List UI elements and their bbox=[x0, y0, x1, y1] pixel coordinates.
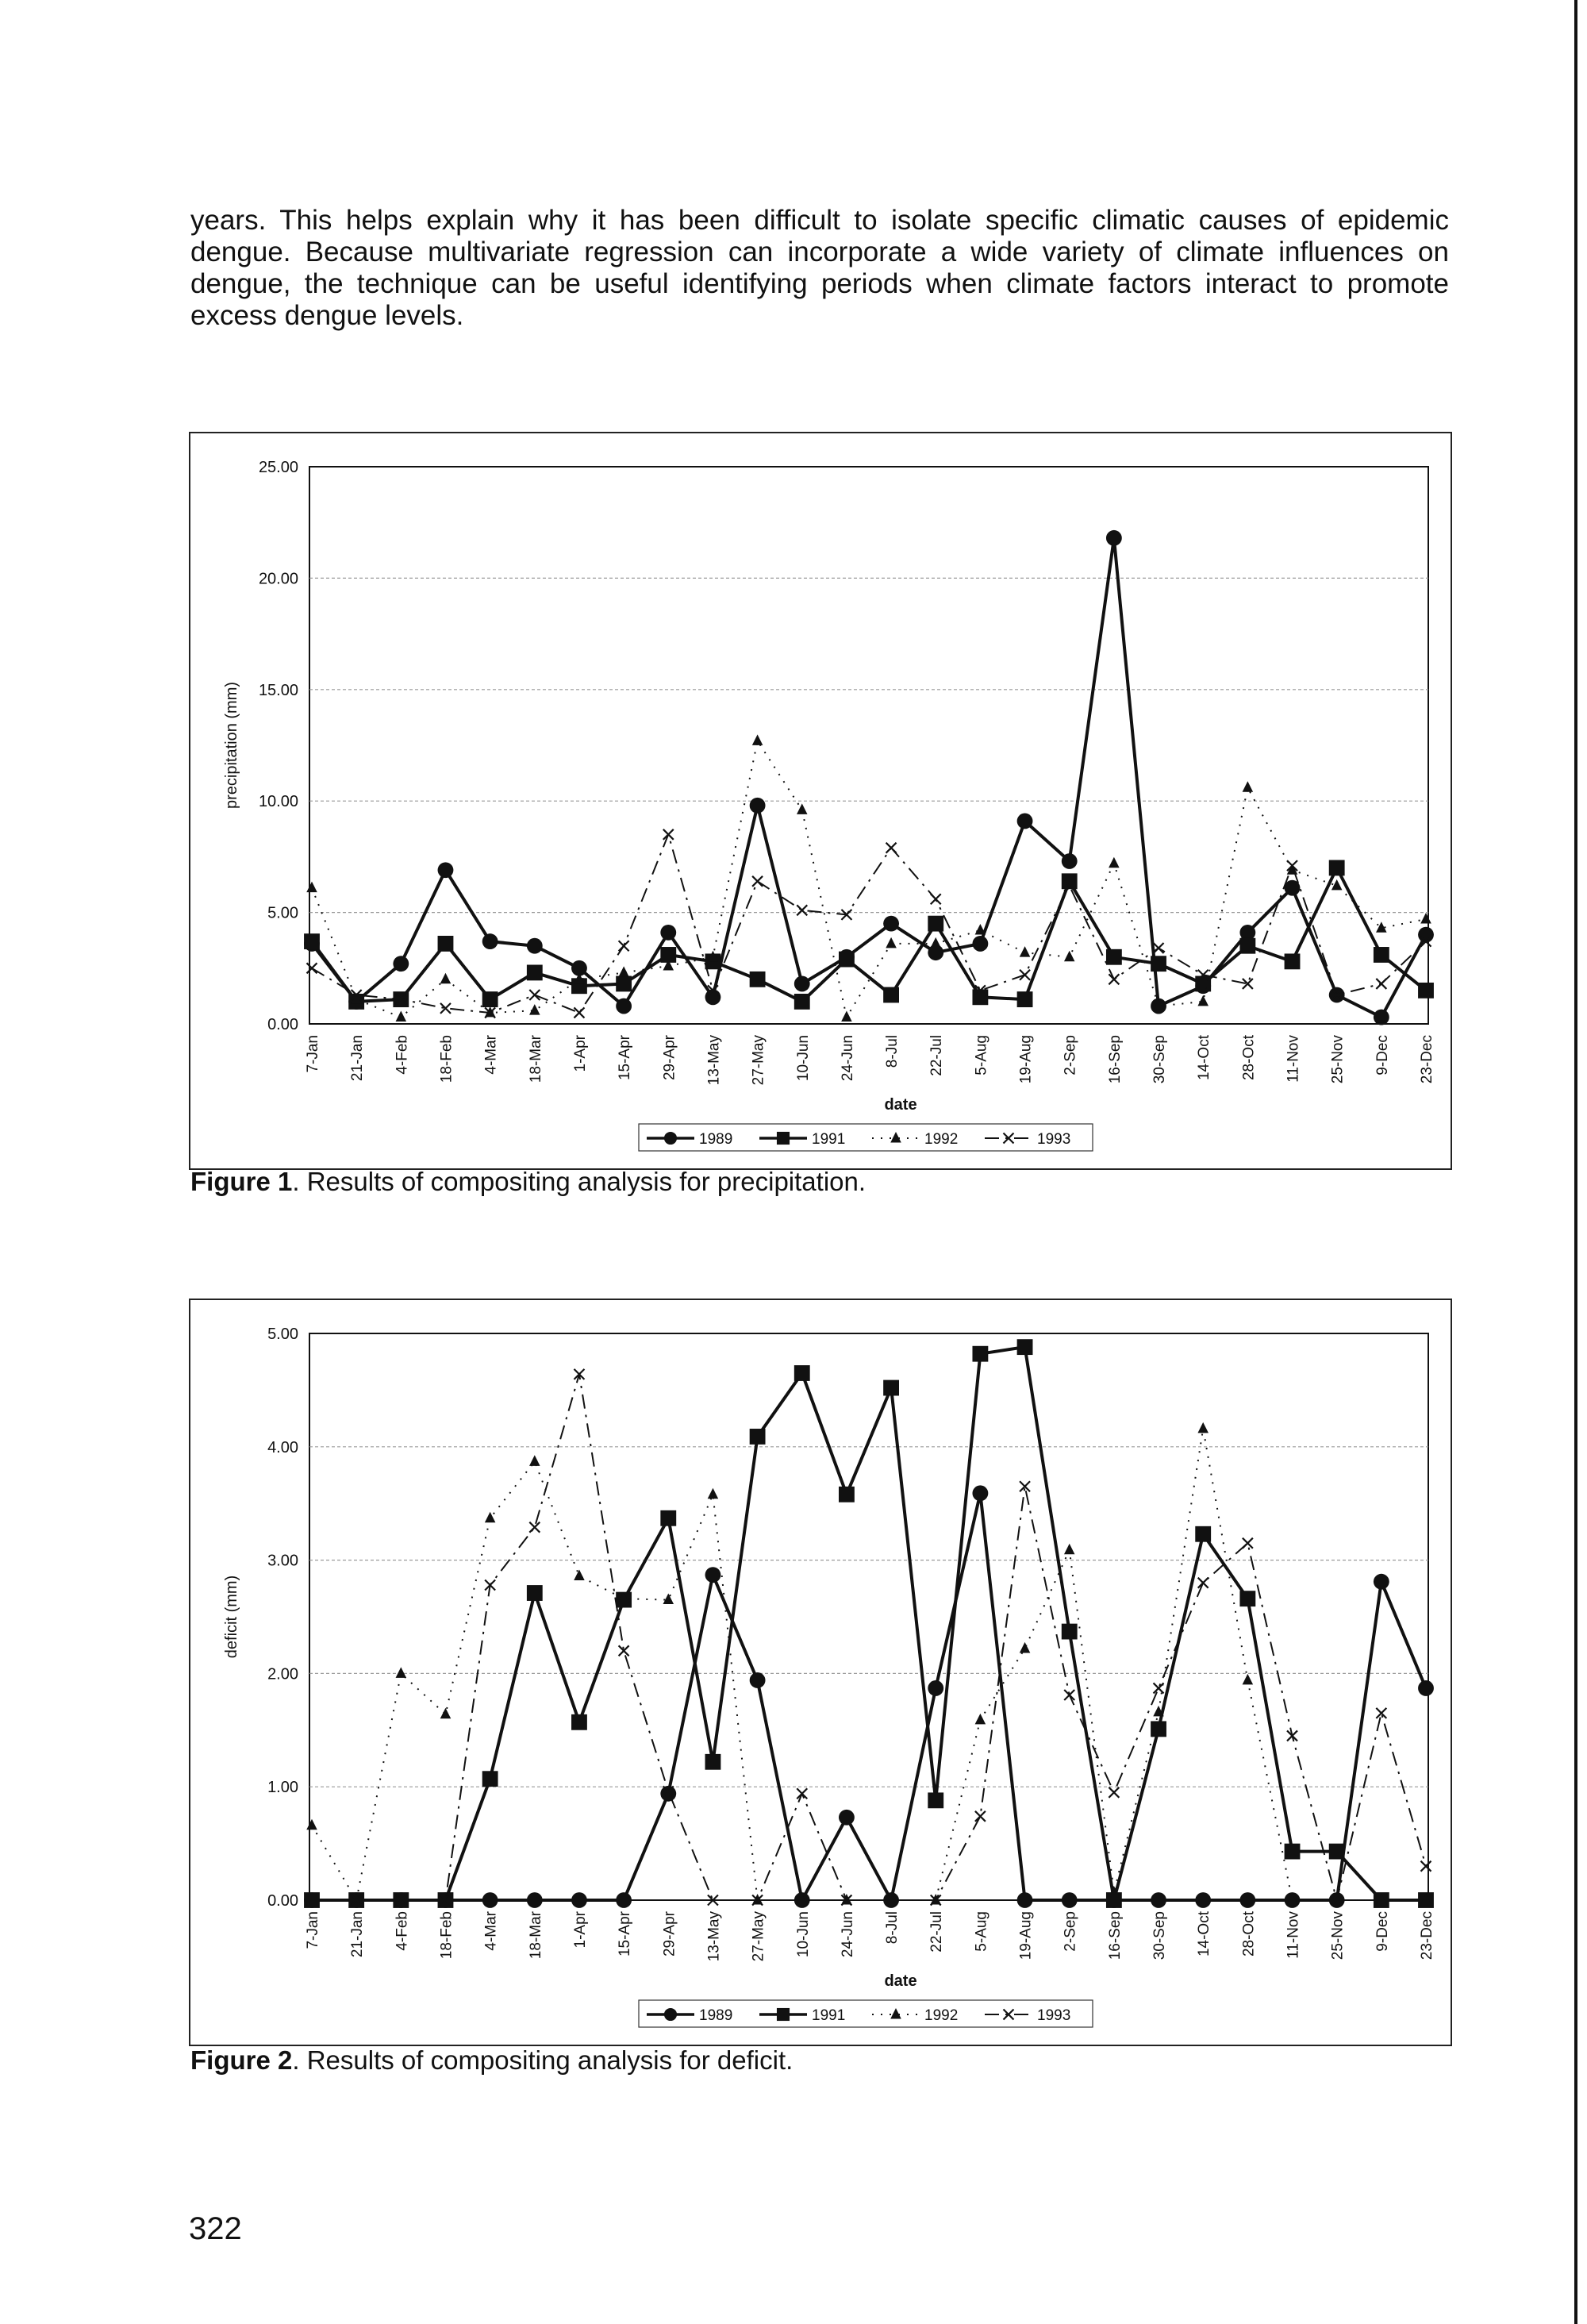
data-point-1991 bbox=[1195, 1526, 1211, 1542]
data-point-1991 bbox=[794, 1365, 810, 1381]
x-axis-label: date bbox=[884, 1972, 917, 1990]
figure-1-label: Figure 1 bbox=[190, 1167, 293, 1196]
x-tick-label: 25-Nov bbox=[1329, 1911, 1347, 1960]
intro-paragraph: years. This helps explain why it has been difficult to isolate specific climatic causes of epidemic dengue. Because multivariate regression can incorporate a wide variety of climate influences on dengue, the technique can be useful identifying periods when climate factors interact to promote excess dengue levels. bbox=[190, 205, 1449, 331]
data-point-1989 bbox=[1106, 530, 1122, 546]
y-tick-label: 4.00 bbox=[267, 1438, 298, 1456]
x-tick-label: 28-Oct bbox=[1240, 1035, 1258, 1081]
data-point-1989 bbox=[1239, 1892, 1255, 1908]
x-tick-label: 27-May bbox=[750, 1035, 767, 1086]
x-tick-label: 16-Sep bbox=[1106, 1911, 1124, 1960]
data-point-1989 bbox=[1374, 1574, 1389, 1590]
x-tick-label: 24-Jun bbox=[839, 1911, 856, 1958]
data-point-1991 bbox=[1017, 991, 1033, 1007]
x-tick-label: 9-Dec bbox=[1374, 1911, 1391, 1952]
legend-marker-1991 bbox=[777, 1132, 790, 1145]
x-tick-label: 7-Jan bbox=[305, 1035, 321, 1073]
data-point-1989 bbox=[660, 1786, 676, 1802]
x-tick-label: 18-Mar bbox=[527, 1035, 544, 1083]
figure-2-caption-text: . Results of compositing analysis for deficit. bbox=[292, 2045, 794, 2075]
precipitation-chart-svg bbox=[190, 433, 1451, 1168]
data-point-1991 bbox=[883, 1380, 899, 1396]
x-tick-label: 2-Sep bbox=[1062, 1035, 1079, 1075]
y-tick-label: 3.00 bbox=[267, 1552, 298, 1570]
data-point-1991 bbox=[660, 1510, 676, 1526]
legend-label-1989: 1989 bbox=[699, 1131, 733, 1148]
x-tick-label: 29-Apr bbox=[661, 1911, 678, 1957]
y-tick-label: 0.00 bbox=[267, 1016, 298, 1033]
data-point-1989 bbox=[438, 862, 454, 878]
data-point-1989 bbox=[1062, 1892, 1078, 1908]
figure-1-chart bbox=[189, 432, 1452, 1170]
data-point-1991 bbox=[616, 976, 632, 992]
x-tick-label: 21-Jan bbox=[349, 1911, 367, 1958]
data-point-1991 bbox=[705, 1754, 721, 1770]
data-point-1991 bbox=[304, 933, 320, 949]
data-point-1991 bbox=[527, 1585, 543, 1601]
data-point-1991 bbox=[482, 991, 498, 1007]
data-point-1989 bbox=[527, 1892, 543, 1908]
legend-label-1993: 1993 bbox=[1037, 1131, 1071, 1148]
x-tick-label: 19-Aug bbox=[1017, 1911, 1035, 1960]
x-tick-label: 4-Feb bbox=[394, 1911, 411, 1951]
data-point-1991 bbox=[482, 1771, 498, 1787]
x-tick-label: 16-Sep bbox=[1106, 1035, 1124, 1084]
x-tick-label: 18-Mar bbox=[527, 1911, 544, 1960]
x-tick-label: 5-Aug bbox=[973, 1035, 990, 1075]
data-point-1989 bbox=[1418, 1680, 1434, 1696]
legend-label-1989: 1989 bbox=[699, 2007, 733, 2024]
data-point-1989 bbox=[794, 976, 810, 992]
data-point-1989 bbox=[482, 933, 498, 949]
x-tick-label: 1-Apr bbox=[571, 1035, 589, 1072]
x-tick-label: 8-Jul bbox=[884, 1911, 901, 1945]
deficit-chart-svg bbox=[190, 1300, 1451, 2045]
data-point-1991 bbox=[571, 1714, 587, 1730]
data-point-1991 bbox=[750, 972, 766, 987]
data-point-1991 bbox=[1285, 953, 1301, 969]
x-tick-label: 4-Feb bbox=[394, 1035, 411, 1075]
data-point-1989 bbox=[1017, 814, 1033, 829]
figure-2-label: Figure 2 bbox=[190, 2045, 293, 2075]
data-point-1989 bbox=[705, 1567, 721, 1583]
x-tick-label: 30-Sep bbox=[1151, 1035, 1169, 1084]
x-tick-label: 10-Jun bbox=[794, 1911, 812, 1958]
y-tick-label: 10.00 bbox=[258, 793, 298, 811]
x-tick-label: 5-Aug bbox=[973, 1911, 990, 1952]
y-tick-label: 15.00 bbox=[258, 681, 298, 699]
legend-label-1992: 1992 bbox=[924, 1131, 959, 1148]
data-point-1991 bbox=[928, 916, 943, 932]
legend bbox=[639, 2000, 1093, 2027]
x-tick-label: 22-Jul bbox=[928, 1035, 946, 1076]
figure-2-chart bbox=[189, 1299, 1452, 2046]
x-tick-label: 8-Jul bbox=[884, 1035, 901, 1068]
page-number: 322 bbox=[189, 2211, 242, 2246]
data-point-1991 bbox=[1374, 947, 1389, 963]
legend-label-1991: 1991 bbox=[812, 2007, 846, 2024]
data-point-1989 bbox=[1062, 853, 1078, 869]
x-tick-label: 23-Dec bbox=[1419, 1911, 1435, 1960]
x-tick-label: 21-Jan bbox=[349, 1035, 367, 1082]
y-tick-label: 20.00 bbox=[258, 570, 298, 588]
data-point-1991 bbox=[839, 952, 855, 968]
data-point-1989 bbox=[1374, 1010, 1389, 1025]
x-tick-label: 1-Apr bbox=[571, 1911, 589, 1949]
y-tick-label: 5.00 bbox=[267, 1326, 298, 1343]
data-point-1991 bbox=[1285, 1844, 1301, 1860]
y-tick-label: 2.00 bbox=[267, 1665, 298, 1683]
figure-1-caption bbox=[190, 1167, 866, 1197]
data-point-1989 bbox=[928, 1680, 943, 1696]
y-tick-label: 1.00 bbox=[267, 1779, 298, 1797]
x-tick-label: 28-Oct bbox=[1240, 1911, 1258, 1957]
data-point-1991 bbox=[928, 1792, 943, 1808]
data-point-1989 bbox=[616, 1892, 632, 1908]
data-point-1991 bbox=[1062, 1624, 1078, 1640]
x-axis-label: date bbox=[884, 1096, 917, 1114]
x-tick-label: 27-May bbox=[750, 1911, 767, 1962]
x-tick-label: 9-Dec bbox=[1374, 1035, 1391, 1075]
x-tick-label: 13-May bbox=[705, 1035, 723, 1086]
x-tick-label: 30-Sep bbox=[1151, 1911, 1169, 1960]
data-point-1991 bbox=[794, 994, 810, 1010]
x-tick-label: 19-Aug bbox=[1017, 1035, 1035, 1084]
data-point-1991 bbox=[1239, 938, 1255, 954]
data-point-1991 bbox=[438, 936, 454, 952]
data-point-1989 bbox=[972, 936, 988, 952]
x-tick-label: 22-Jul bbox=[928, 1911, 946, 1953]
data-point-1989 bbox=[972, 1485, 988, 1501]
data-point-1989 bbox=[750, 798, 766, 814]
data-point-1991 bbox=[839, 1487, 855, 1503]
figure-2-caption bbox=[190, 2045, 793, 2076]
data-point-1989 bbox=[393, 956, 409, 972]
data-point-1989 bbox=[616, 998, 632, 1014]
page-edge-rule bbox=[1574, 0, 1577, 2324]
legend-label-1993: 1993 bbox=[1037, 2007, 1071, 2024]
data-point-1989 bbox=[571, 1892, 587, 1908]
data-point-1989 bbox=[1017, 1892, 1033, 1908]
data-point-1991 bbox=[1106, 949, 1122, 965]
legend-label-1991: 1991 bbox=[812, 1131, 846, 1148]
x-tick-label: 18-Feb bbox=[438, 1911, 455, 1960]
legend-marker-1989 bbox=[664, 1132, 677, 1145]
data-point-1991 bbox=[1151, 956, 1166, 972]
figure-1-caption-text: . Results of compositing analysis for precipitation. bbox=[292, 1167, 867, 1196]
x-tick-label: 18-Feb bbox=[438, 1035, 455, 1083]
data-point-1991 bbox=[883, 987, 899, 1003]
data-point-1991 bbox=[527, 964, 543, 980]
x-tick-label: 13-May bbox=[705, 1911, 723, 1962]
y-tick-label: 5.00 bbox=[267, 904, 298, 922]
x-tick-label: 10-Jun bbox=[794, 1035, 812, 1082]
data-point-1991 bbox=[1329, 860, 1345, 876]
x-tick-label: 4-Mar bbox=[482, 1911, 500, 1951]
legend-marker-1991 bbox=[777, 2008, 790, 2021]
x-tick-label: 14-Oct bbox=[1196, 1911, 1213, 1957]
x-tick-label: 29-Apr bbox=[661, 1035, 678, 1081]
data-point-1989 bbox=[750, 1672, 766, 1688]
data-point-1991 bbox=[972, 1346, 988, 1362]
data-point-1991 bbox=[1239, 1591, 1255, 1606]
x-tick-label: 14-Oct bbox=[1196, 1035, 1213, 1081]
x-tick-label: 25-Nov bbox=[1329, 1035, 1347, 1084]
data-point-1989 bbox=[660, 925, 676, 941]
y-tick-label: 0.00 bbox=[267, 1892, 298, 1910]
x-tick-label: 11-Nov bbox=[1285, 1035, 1302, 1083]
y-axis-label: deficit (mm) bbox=[223, 1575, 240, 1659]
data-point-1989 bbox=[1151, 1892, 1166, 1908]
data-point-1989 bbox=[482, 1892, 498, 1908]
x-tick-label: 15-Apr bbox=[617, 1035, 634, 1081]
data-point-1989 bbox=[1195, 1892, 1211, 1908]
data-point-1991 bbox=[1151, 1721, 1166, 1737]
data-point-1989 bbox=[883, 916, 899, 932]
x-tick-label: 11-Nov bbox=[1285, 1911, 1302, 1959]
data-point-1991 bbox=[1017, 1339, 1033, 1355]
x-tick-label: 7-Jan bbox=[305, 1911, 321, 1949]
data-point-1989 bbox=[527, 938, 543, 954]
data-point-1989 bbox=[839, 1810, 855, 1826]
x-tick-label: 4-Mar bbox=[482, 1035, 500, 1075]
data-point-1991 bbox=[1329, 1844, 1345, 1860]
legend-label-1992: 1992 bbox=[924, 2007, 959, 2024]
x-tick-label: 24-Jun bbox=[839, 1035, 856, 1082]
y-axis-label: precipitation (mm) bbox=[223, 681, 240, 810]
x-tick-label: 23-Dec bbox=[1419, 1035, 1435, 1084]
data-point-1991 bbox=[750, 1429, 766, 1445]
legend bbox=[639, 1124, 1093, 1151]
data-point-1991 bbox=[1418, 983, 1434, 998]
legend-marker-1989 bbox=[664, 2008, 677, 2021]
y-tick-label: 25.00 bbox=[258, 459, 298, 476]
x-tick-label: 15-Apr bbox=[617, 1911, 634, 1957]
data-point-1991 bbox=[1195, 976, 1211, 992]
x-tick-label: 2-Sep bbox=[1062, 1911, 1079, 1952]
